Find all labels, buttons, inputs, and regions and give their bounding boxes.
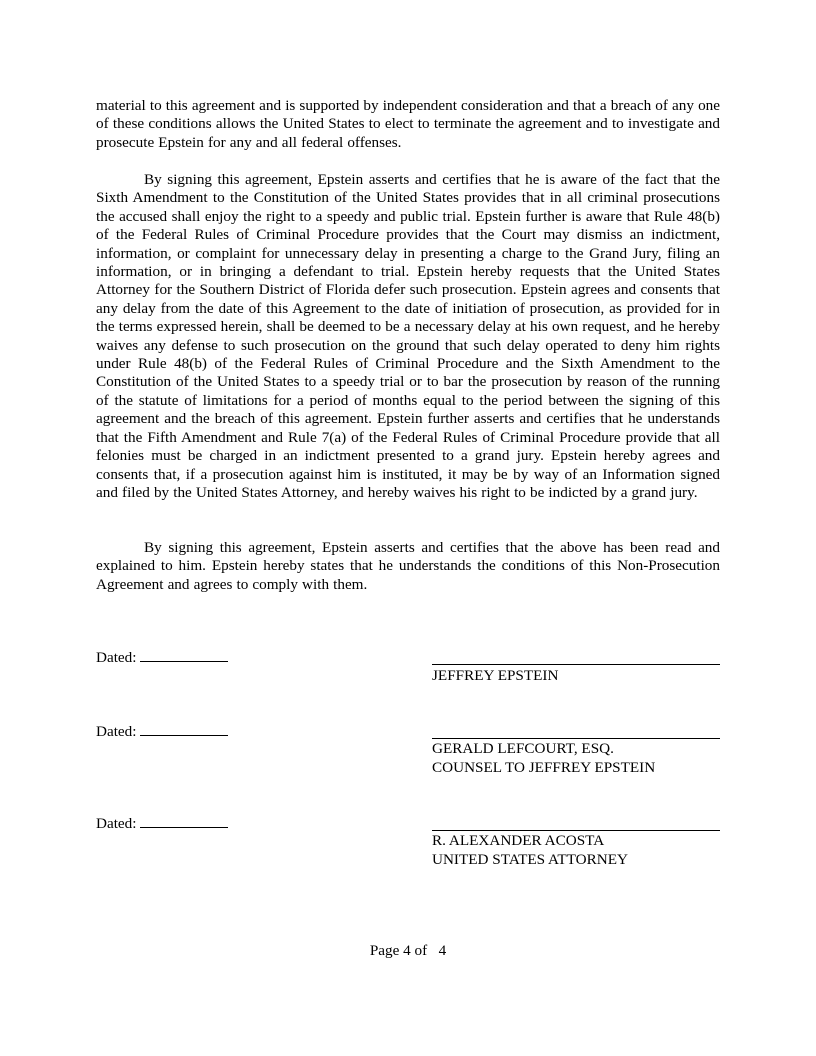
- dated-label: Dated:: [96, 649, 137, 666]
- total-pages: 4: [438, 942, 447, 959]
- signature-line-lefcourt: [432, 738, 720, 739]
- of-label: of: [414, 942, 428, 959]
- paragraph-conditions-breach: material to this agreement and is supported by independent consideration and that a breach of any one of these conditions allows the United States to elect to terminate the agreement and to investigate and prosecute Epstein for any and all federal offenses.: [96, 97, 720, 151]
- signature-line-epstein: [432, 664, 720, 665]
- dated-field-epstein: [96, 648, 228, 667]
- dated-label: Dated:: [96, 723, 137, 740]
- signatory-title-acosta: UNITED STATES ATTORNEY: [432, 851, 628, 868]
- dated-field-acosta: [96, 814, 228, 833]
- date-blank-line: [140, 814, 228, 828]
- signature-line-acosta: [432, 830, 720, 831]
- dated-field-lefcourt: [96, 722, 228, 741]
- page-footer: [0, 942, 816, 960]
- signatory-name-acosta: R. ALEXANDER ACOSTA: [432, 832, 605, 849]
- page-label: Page: [369, 942, 400, 959]
- page-number: 4: [403, 942, 411, 959]
- signatory-name-lefcourt: GERALD LEFCOURT, ESQ.: [432, 740, 614, 757]
- paragraph-speedy-trial-waiver: By signing this agreement, Epstein asserts and certifies that he is aware of the fact that the Sixth Amendment to the Constitution of the United States provides that in all criminal prosecutions the accused shall enjoy the right to a speedy and public trial. Epstein further is aware that Rule 48(b) of the Federal Rules of Criminal Procedure provides that the Court may dismiss an indictment, information, or complaint for unnecessary delay in presenting a charge to the Grand Jury, filing an information, or in bringing a defendant to trial. Epstein hereby requests that the United States Attorney for the Southern District of Florida defer such prosecution. Epstein agrees and consents that any delay from the date of this Agreement to the date of initiation of prosecution, as provided for in the terms expressed herein, shall be deemed to be a necessary delay at his own request, and he hereby waives any defense to such prosecution on the ground that such delay operated to deny him rights under Rule 48(b) of the Federal Rules of Criminal Procedure and the Sixth Amendment to the Constitution of the United States to a speedy trial or to bar the prosecution by reason of the running of the statute of limitations for a period of months equal to the period between the signing of this agreement and the breach of this agreement. Epstein further asserts and certifies that he understands that the Fifth Amendment and Rule 7(a) of the Federal Rules of Criminal Procedure provide that all felonies must be charged in an indictment presented to a grand jury. Epstein hereby agrees and consents that, if a prosecution against him is instituted, it may be by way of an Information signed and filed by the United States Attorney, and hereby waives his right to be indicted by a grand jury.: [96, 171, 720, 501]
- signatory-title-lefcourt: COUNSEL TO JEFFREY EPSTEIN: [432, 759, 656, 776]
- signatory-name-epstein: JEFFREY EPSTEIN: [432, 667, 559, 684]
- date-blank-line: [140, 722, 228, 736]
- dated-label: Dated:: [96, 815, 137, 832]
- paragraph-acknowledgement: By signing this agreement, Epstein asserts and certifies that the above has been read and explained to him. Epstein hereby states that he understands the conditions of this Non-Prosecution Agreement and agrees to comply with them.: [96, 539, 720, 593]
- date-blank-line: [140, 648, 228, 662]
